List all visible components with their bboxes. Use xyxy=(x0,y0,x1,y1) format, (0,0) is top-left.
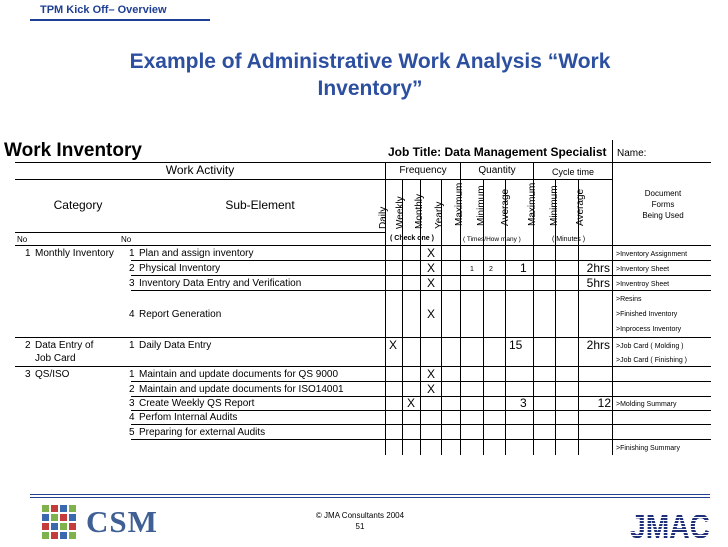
document-cell: >Inventory Assignment xyxy=(616,251,688,258)
sub-element-cell: Inventory Data Entry and Verification xyxy=(139,278,302,289)
sub-element-cell: Perfom Internal Audits xyxy=(139,412,238,423)
document-forms-line: Forms xyxy=(651,200,675,209)
qty-avg-cell: 3 xyxy=(520,396,527,410)
document-forms-header xyxy=(614,188,712,221)
cat-no: 3 xyxy=(25,369,31,380)
grid-line xyxy=(131,275,711,276)
jmac-logo-icon xyxy=(628,506,712,546)
sub-no: 4 xyxy=(129,309,135,320)
quantity-header: Quantity xyxy=(478,165,516,176)
qty-min-cell: 2 xyxy=(489,266,493,273)
frequency-mark: X xyxy=(427,276,436,290)
qty-max-cell: 1 xyxy=(470,266,474,273)
footer-rule xyxy=(30,494,710,495)
sheet-heading: Work Inventory xyxy=(4,140,142,161)
grid-line xyxy=(612,140,613,455)
header-label: TPM Kick Off– Overview xyxy=(40,4,167,16)
sub-element-header: Sub-Element xyxy=(225,198,295,212)
qty-avg-cell: 1 xyxy=(520,261,527,275)
csm-logo-mark xyxy=(42,505,78,541)
sub-element-cell: Maintain and update documents for QS 9000 xyxy=(139,369,339,380)
grid-line xyxy=(15,179,612,180)
cycle-avg-cell: 5hrs xyxy=(586,276,610,290)
grid-line xyxy=(15,162,711,163)
category-cell: Data Entry of xyxy=(35,340,94,351)
document-cell: >Job Card ( Molding ) xyxy=(616,343,684,350)
grid-line xyxy=(131,424,711,425)
grid-line xyxy=(131,260,711,261)
cycle-avg-cell: 2hrs xyxy=(586,338,610,352)
minutes-note: ( Minutes ) xyxy=(552,236,586,243)
sub-no: 1 xyxy=(129,248,135,259)
sub-no: 5 xyxy=(129,427,135,438)
no-label: No xyxy=(121,235,132,244)
csm-grid-icon xyxy=(42,505,78,541)
document-cell: >Inprocess Inventory xyxy=(616,326,682,333)
sub-element-cell: Daily Data Entry xyxy=(139,340,212,351)
document-forms-line: Being Used xyxy=(642,211,684,220)
cycle-avg-cell: 12 xyxy=(597,396,611,410)
document-forms-line: Document xyxy=(644,189,682,198)
copyright-text: © JMA Consultants 2004 xyxy=(315,511,405,520)
grid-line xyxy=(131,396,711,397)
page-number: 51 xyxy=(355,522,365,531)
document-cell: >Resins xyxy=(616,296,642,303)
csm-logo-text: CSM xyxy=(86,504,158,539)
freq-col-daily: Daily xyxy=(378,206,389,229)
freq-col-yearly: Yearly xyxy=(434,201,445,229)
jmac-logo-text: JMAC xyxy=(630,508,710,546)
cyc-col-min: Minimum xyxy=(549,185,560,226)
sub-element-cell: Physical Inventory xyxy=(139,263,221,274)
document-cell: >Job Card ( Finishing ) xyxy=(616,357,688,364)
grid-line xyxy=(131,381,711,382)
freq-col-monthly: Monthly xyxy=(414,193,425,229)
sub-element-cell: Preparing for external Audits xyxy=(139,427,266,438)
grid-line xyxy=(131,410,711,411)
category-cell: Monthly Inventory xyxy=(35,248,114,259)
sub-no: 3 xyxy=(129,278,135,289)
frequency-header: Frequency xyxy=(399,165,447,176)
sub-no: 2 xyxy=(129,263,135,274)
cyc-col-max: Maximum xyxy=(527,182,538,226)
jmac-logo xyxy=(628,506,712,546)
cycle-time-header: Cycle time xyxy=(551,167,594,177)
freq-col-weekly: Weekly xyxy=(395,196,406,229)
category-cell: QS/ISO xyxy=(35,369,70,380)
sub-no: 4 xyxy=(129,412,135,423)
document-cell: >Inventory Sheet xyxy=(616,266,670,273)
document-cell: >Inventroy Sheet xyxy=(616,281,670,288)
qty-col-max: Maximum xyxy=(454,182,465,226)
times-note: ( Times/How many ) xyxy=(463,236,521,243)
sub-element-cell: Plan and assign inventory xyxy=(139,248,254,259)
cyc-col-avg: Average xyxy=(575,188,586,226)
sub-no: 2 xyxy=(129,384,135,395)
grid-line xyxy=(131,290,711,291)
no-label: No xyxy=(17,235,28,244)
title-line-1: Example of Administrative Work Analysis “Work xyxy=(129,50,611,73)
qty-avg-cell: 15 xyxy=(509,338,523,352)
sub-no: 1 xyxy=(129,340,135,351)
qty-col-avg: Average xyxy=(500,188,511,226)
grid-line xyxy=(15,232,385,233)
page-title xyxy=(60,48,680,102)
grid-line xyxy=(15,245,711,246)
sub-element-cell: Report Generation xyxy=(139,309,222,320)
frequency-mark: X xyxy=(407,396,416,410)
frequency-mark: X xyxy=(427,246,436,260)
title-line-2: Inventory” xyxy=(317,77,423,100)
sub-no: 1 xyxy=(129,369,135,380)
name-label: Name: xyxy=(617,148,647,159)
check-one-note: ( Check one ) xyxy=(390,235,434,242)
footer-rule xyxy=(30,497,710,498)
cat-no: 2 xyxy=(25,340,31,351)
frequency-mark: X xyxy=(427,261,436,275)
job-title: Job Title: Data Management Specialist xyxy=(388,145,607,159)
cat-no: 1 xyxy=(25,248,31,259)
frequency-mark: X xyxy=(427,382,436,396)
frequency-mark: X xyxy=(389,338,398,352)
sub-element-cell: Create Weekly QS Report xyxy=(139,398,255,409)
work-activity-header: Work Activity xyxy=(165,163,235,177)
category-cell-line2: Job Card xyxy=(35,353,76,364)
sub-no: 3 xyxy=(129,398,135,409)
grid-line xyxy=(15,366,711,367)
document-cell: >Finished Inventory xyxy=(616,311,678,318)
grid-line xyxy=(131,439,711,440)
qty-col-min: Minimum xyxy=(476,185,487,226)
cycle-avg-cell: 2hrs xyxy=(586,261,610,275)
document-cell: >Molding Summary xyxy=(616,401,677,408)
category-header: Category xyxy=(53,198,103,212)
frequency-mark: X xyxy=(427,307,436,321)
document-cell: >Finishing Summary xyxy=(616,445,680,452)
frequency-mark: X xyxy=(427,367,436,381)
header-underline xyxy=(30,19,210,21)
sub-element-cell: Maintain and update documents for ISO14001 xyxy=(139,384,344,395)
